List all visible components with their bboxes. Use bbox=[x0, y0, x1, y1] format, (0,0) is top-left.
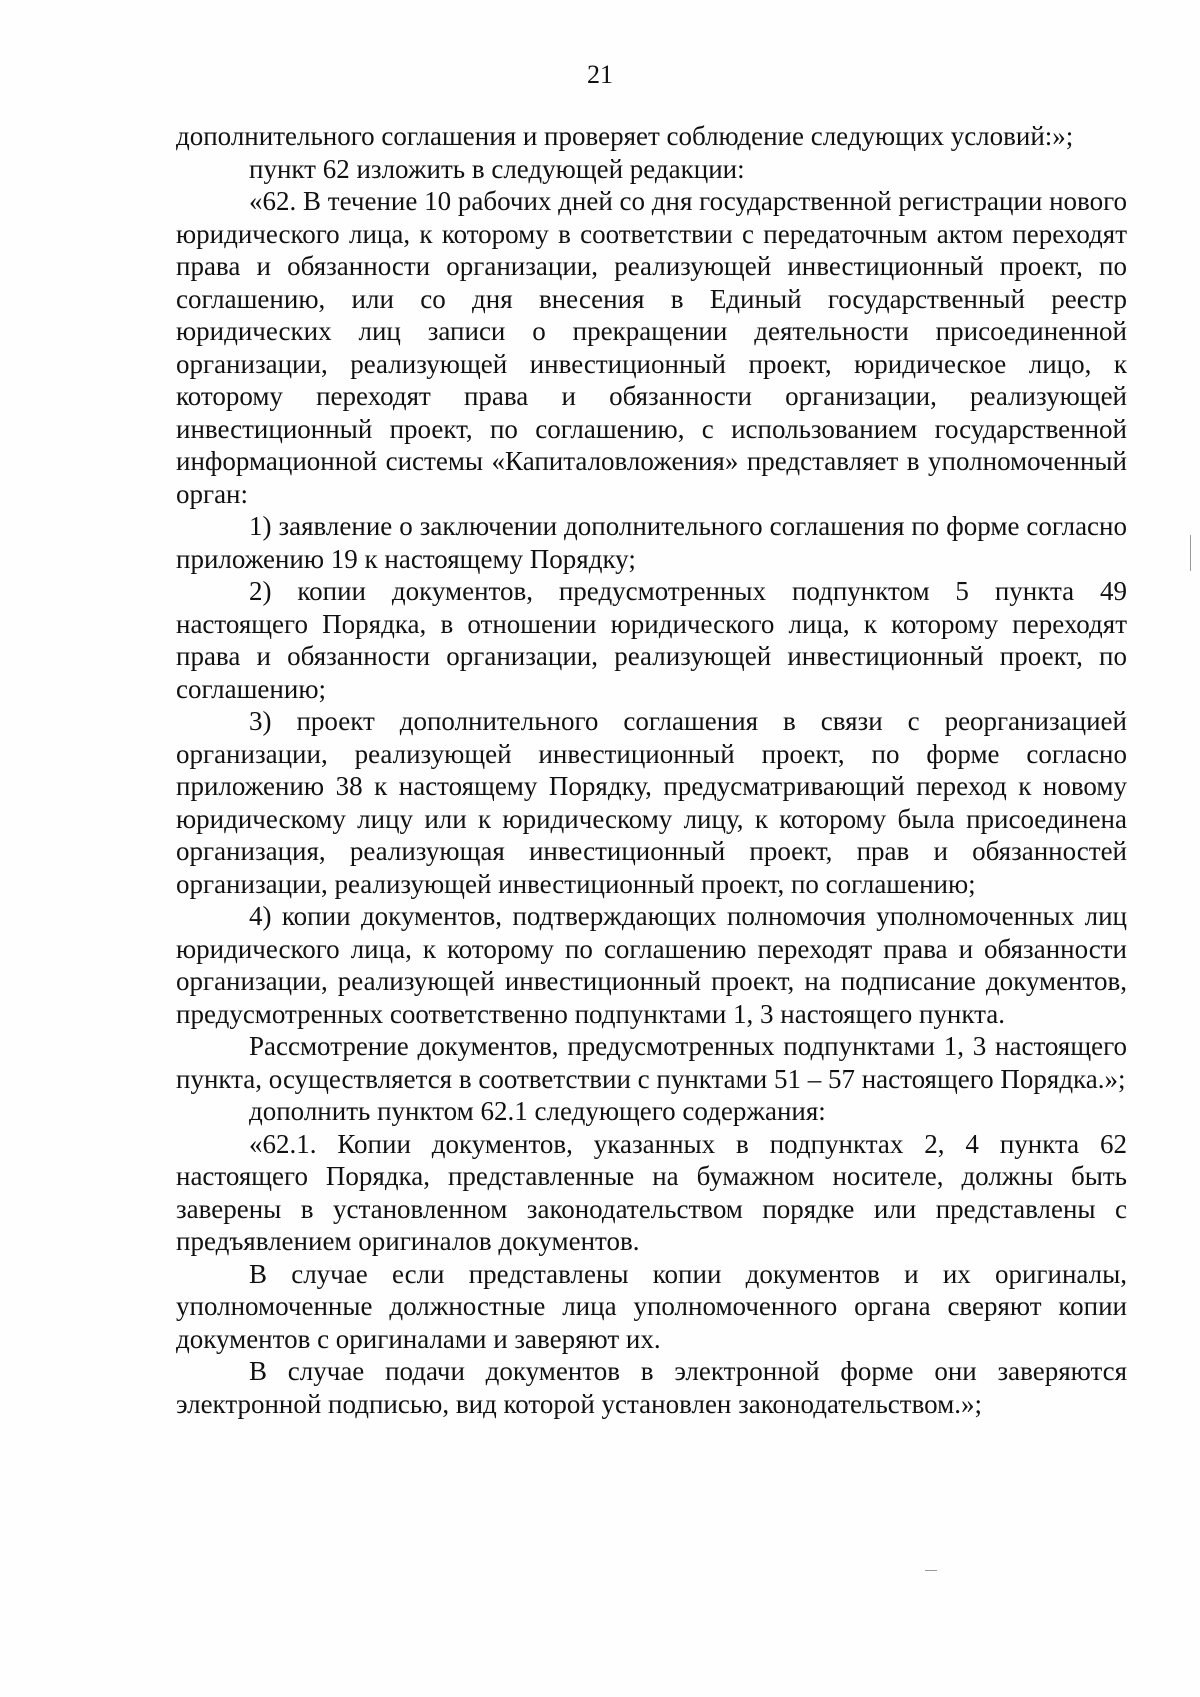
paragraph-amendment-62-intro: пункт 62 изложить в следующей редакции: bbox=[249, 153, 745, 184]
paragraph-amendment-62-1-intro: дополнить пунктом 62.1 следующего содержания: bbox=[249, 1096, 826, 1126]
document-body bbox=[176, 120, 1127, 1420]
scan-artifact-bottom-dash bbox=[925, 1570, 937, 1571]
paragraph-review: Рассмотрение документов, предусмотренных подпунктами 1, 3 настоящего пункта, осуществляется в соответствии с пунктами 51 – 57 настоящего Порядка.»; bbox=[176, 1031, 1127, 1094]
scan-artifact-right-tick bbox=[1190, 535, 1191, 571]
paragraph-continuation: дополнительного соглашения и проверяет соблюдение следующих условий:»; bbox=[176, 121, 1074, 151]
paragraph-copies-check: В случае если представлены копии документов и их оригиналы, уполномоченные должностные лица уполномоченного органа сверяют копии документов с оригиналами и заверяют их. bbox=[176, 1258, 1127, 1354]
paragraph-62-text: «62. В течение 10 рабочих дней со дня государственной регистрации нового юридического лица, к которому в соответствии с передаточным актом переходят права и обязанности организации, реализующей инвестиционный проект, по соглашению, или со дня внесения в Единый государственный реестр юридических лиц записи о прекращении деятельности присоединенной организации, реализующей инвестиционный проект, юридическое лицо, к которому переходят права и обязанности организации, реализующей инвестиционный проект, по соглашению, с использованием государственной информационной системы «Капиталовложения» представляет в уполномоченный орган: bbox=[176, 186, 1127, 509]
paragraph-electronic-form: В случае подачи документов в электронной форме они заверяются электронной подписью, вид которой установлен законодательством.»; bbox=[176, 1356, 1127, 1419]
page-number: 21 bbox=[587, 60, 613, 89]
list-item-3: 3) проект дополнительного соглашения в связи с реорганизацией организации, реализующей инвестиционный проект, по форме согласно приложению 38 к настоящему Порядку, предусматривающий переход к новому юридическому лицу или к юридическому лицу, к которому была присоединена организация, реализующая инвестиционный проект, прав и обязанностей организации, реализующей инвестиционный проект, по соглашению; bbox=[176, 706, 1127, 899]
paragraph-62-1-text: «62.1. Копии документов, указанных в подпунктах 2, 4 пункта 62 настоящего Порядка, представленные на бумажном носителе, должны быть заверены в установленном законодательством порядке или представлены с предъявлением оригиналов документов. bbox=[176, 1128, 1127, 1256]
list-item-1: 1) заявление о заключении дополнительного соглашения по форме согласно приложению 19 к настоящему Порядку; bbox=[176, 511, 1127, 574]
list-item-2: 2) копии документов, предусмотренных подпунктом 5 пункта 49 настоящего Порядка, в отношении юридического лица, к которому переходят права и обязанности организации, реализующей инвестиционный проект, по соглашению; bbox=[176, 576, 1127, 704]
list-item-4: 4) копии документов, подтверждающих полномочия уполномоченных лиц юридического лица, к которому по соглашению переходят права и обязанности организации, реализующей инвестиционный проект, на подписание документов, предусмотренных соответственно подпунктами 1, 3 настоящего пункта. bbox=[176, 901, 1127, 1029]
